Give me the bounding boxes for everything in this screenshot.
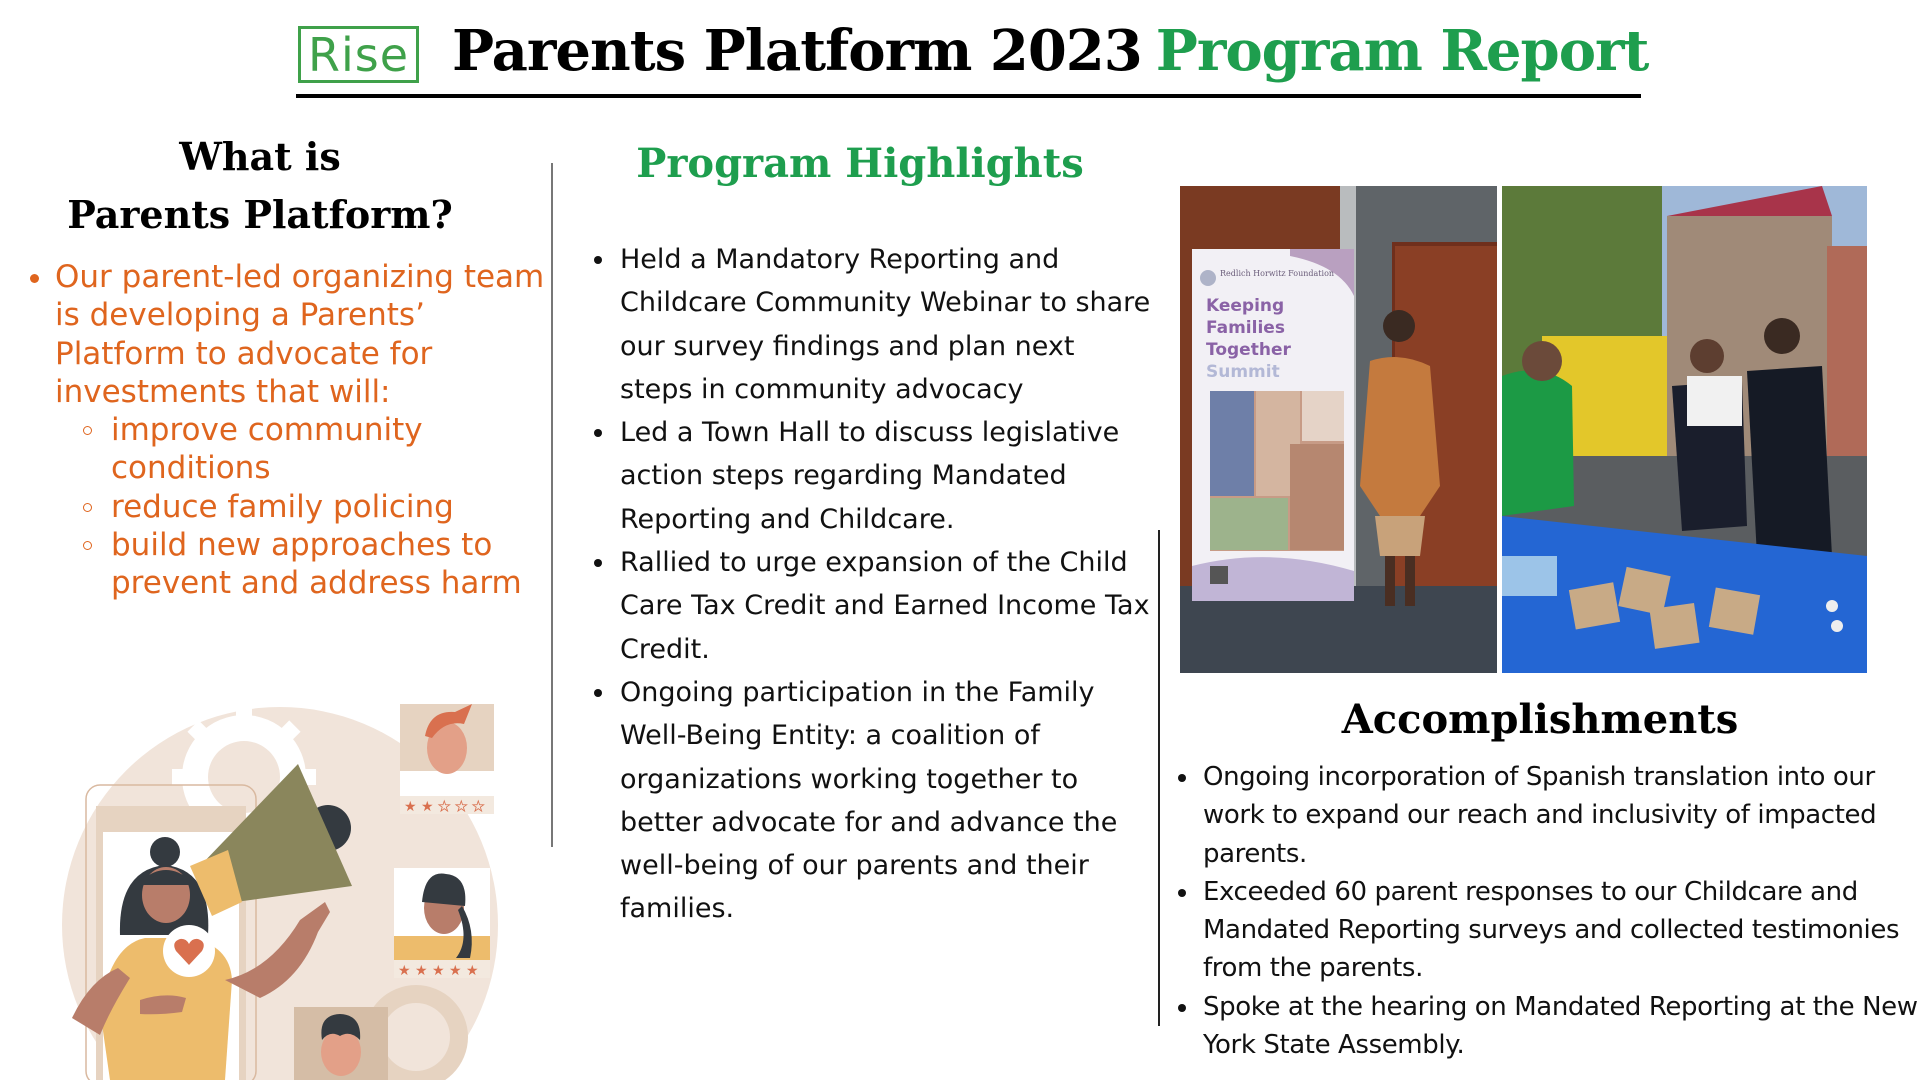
rise-logo bbox=[298, 26, 419, 83]
star-rating bbox=[404, 799, 485, 815]
about-intro-item bbox=[26, 258, 546, 603]
svg-text:★: ★ bbox=[432, 963, 445, 979]
title-accent: Program Report bbox=[1155, 18, 1649, 84]
goal-item: build new approaches to prevent and address harm bbox=[55, 526, 546, 603]
banner-title-line: Keeping bbox=[1206, 296, 1285, 316]
community-outreach-photo bbox=[1502, 186, 1867, 673]
title-main: Parents Platform 2023 bbox=[452, 18, 1142, 84]
svg-text:★: ★ bbox=[415, 963, 428, 979]
goal-item: improve community conditions bbox=[55, 411, 546, 488]
svg-text:★: ★ bbox=[466, 963, 479, 979]
accomplishment-item: Exceeded 60 parent responses to our Childcare and Mandated Reporting surveys and collected testimonies from the parents. bbox=[1172, 873, 1920, 988]
program-highlights-heading: Program Highlights bbox=[636, 140, 1084, 187]
banner-title-line: Summit bbox=[1206, 362, 1280, 382]
svg-text:★: ★ bbox=[421, 799, 434, 815]
svg-text:★: ★ bbox=[404, 799, 417, 815]
megaphone-advocacy-illustration bbox=[0, 680, 560, 1080]
goals-sublist bbox=[55, 411, 546, 602]
reviewer-card-middle bbox=[394, 868, 490, 979]
heading-line-1: What is bbox=[179, 134, 341, 179]
accomplishments-heading: Accomplishments bbox=[1341, 696, 1739, 743]
reviewer-card-bottom bbox=[294, 1007, 388, 1080]
highlight-item: Held a Mandatory Reporting and Childcare Community Webinar to share our survey findings and plan next steps in community advocacy bbox=[592, 238, 1152, 411]
star-rating bbox=[398, 963, 479, 979]
about-list bbox=[26, 258, 546, 603]
goal-item: reduce family policing bbox=[55, 488, 546, 526]
svg-text:★: ★ bbox=[449, 963, 462, 979]
svg-text:★: ★ bbox=[438, 799, 451, 815]
banner-title-line: Together bbox=[1206, 340, 1291, 360]
highlight-item: Led a Town Hall to discuss legislative action steps regarding Mandated Reporting and Childcare. bbox=[592, 411, 1152, 541]
reviewer-card-top bbox=[400, 704, 494, 815]
highlight-item: Ongoing participation in the Family Well-Being Entity: a coalition of organizations working together to better advocate for and advance the well-being of our parents and their families. bbox=[592, 671, 1152, 931]
banner-org: Redlich Horwitz Foundation bbox=[1220, 269, 1335, 278]
svg-text:★: ★ bbox=[455, 799, 468, 815]
svg-text:★: ★ bbox=[398, 963, 411, 979]
accomplishment-item: Spoke at the hearing on Mandated Reporting at the New York State Assembly. bbox=[1172, 988, 1920, 1065]
accomplishments-list bbox=[1172, 758, 1920, 1064]
column-divider-right bbox=[1158, 530, 1160, 1026]
heading-line-2: Parents Platform? bbox=[67, 192, 453, 237]
what-is-heading bbox=[40, 128, 480, 244]
accomplishment-item: Ongoing incorporation of Spanish translation into our work to expand our reach and inclusivity of impacted parents. bbox=[1172, 758, 1920, 873]
about-intro-text: Our parent-led organizing team is developing a Parents’ Platform to advocate for investments that will: bbox=[55, 259, 545, 410]
highlight-item: Rallied to urge expansion of the Child Care Tax Credit and Earned Income Tax Credit. bbox=[592, 541, 1152, 671]
banner-title-line: Families bbox=[1206, 318, 1285, 338]
highlights-list bbox=[592, 238, 1152, 931]
page-title bbox=[452, 14, 1648, 88]
svg-text:★: ★ bbox=[472, 799, 485, 815]
logo-text: Rise bbox=[307, 27, 409, 82]
summit-banner-photo bbox=[1180, 186, 1497, 673]
header-divider bbox=[296, 94, 1641, 98]
